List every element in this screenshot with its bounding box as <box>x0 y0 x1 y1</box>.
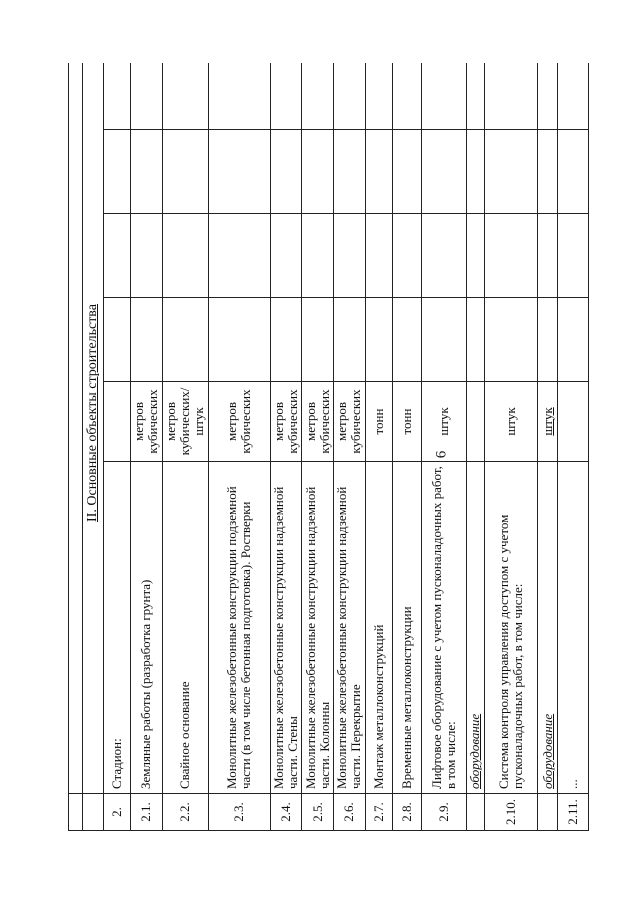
row-name: Лифтовое оборудование с учетом пусконаладочных работ, в том числе: <box>421 462 466 794</box>
row-unit <box>103 382 131 462</box>
row-number: 2.7. <box>365 794 393 831</box>
table-cell <box>393 298 422 382</box>
empty-top-row <box>69 63 83 831</box>
table-row <box>421 63 466 831</box>
row-name: Монолитные железобетонные конструкции надземной части. Колонны <box>302 462 334 794</box>
table-cell <box>103 298 131 382</box>
table-cell <box>270 298 302 382</box>
row-number: 2.1. <box>131 794 163 831</box>
row-unit: метров кубических <box>270 382 302 462</box>
table-cell <box>270 214 302 298</box>
row-unit: тонн <box>393 382 422 462</box>
table-cell <box>558 63 589 130</box>
table-cell <box>131 298 163 382</box>
table-cell <box>103 63 131 130</box>
table-cell <box>208 130 270 214</box>
table-cell <box>270 130 302 214</box>
table-cell <box>302 214 334 298</box>
row-number: 2.3. <box>208 794 270 831</box>
table-row <box>103 63 131 831</box>
row-name: Временные металлоконструкции <box>393 462 422 794</box>
table-cell <box>365 130 393 214</box>
row-name: ... <box>558 462 589 794</box>
section-title: II. Основные объекты строительства <box>83 63 103 794</box>
table-row <box>558 63 589 831</box>
table-cell <box>466 63 484 130</box>
table-cell <box>69 794 83 831</box>
rotated-table-area <box>68 63 589 831</box>
table-cell <box>302 130 334 214</box>
row-number: 2.11. <box>558 794 589 831</box>
table-cell <box>208 214 270 298</box>
table-row <box>162 63 208 831</box>
table-cell <box>466 298 484 382</box>
row-name: Свайное основание <box>162 462 208 794</box>
table-row <box>208 63 270 831</box>
table-row <box>131 63 163 831</box>
table-cell <box>302 63 334 130</box>
row-unit: тонн <box>365 382 393 462</box>
table-cell <box>208 63 270 130</box>
row-name: Монолитные железобетонные конструкции надземной части. Перекрытие <box>334 462 366 794</box>
row-number <box>466 794 484 831</box>
table-cell <box>558 214 589 298</box>
row-number: 2.5. <box>302 794 334 831</box>
page-number: 6 <box>433 450 450 459</box>
row-unit: метров кубических <box>208 382 270 462</box>
section-header-row <box>83 63 103 831</box>
table-cell <box>421 298 466 382</box>
table-cell <box>365 63 393 130</box>
table-cell <box>537 214 557 298</box>
row-number: 2.4. <box>270 794 302 831</box>
table-cell <box>162 298 208 382</box>
table-cell <box>466 130 484 214</box>
table-row <box>365 63 393 831</box>
table-cell <box>421 63 466 130</box>
table-cell <box>334 298 366 382</box>
row-unit: метров кубических <box>334 382 366 462</box>
table-cell <box>537 130 557 214</box>
row-name: Земляные работы (разработка грунта) <box>131 462 163 794</box>
table-cell <box>103 130 131 214</box>
table-row <box>334 63 366 831</box>
table-cell <box>208 298 270 382</box>
table-cell <box>484 63 537 130</box>
row-number: 2. <box>103 794 131 831</box>
row-unit <box>558 382 589 462</box>
table-cell <box>131 214 163 298</box>
table-cell <box>365 298 393 382</box>
table-row <box>537 63 557 831</box>
table-cell <box>484 214 537 298</box>
table-cell <box>365 214 393 298</box>
row-unit: метров кубических <box>131 382 163 462</box>
table-cell <box>131 63 163 130</box>
table-row <box>393 63 422 831</box>
table-cell <box>558 130 589 214</box>
row-unit: штук <box>537 382 557 462</box>
table-cell <box>484 298 537 382</box>
row-number: 2.9. <box>421 794 466 831</box>
table-cell <box>270 63 302 130</box>
row-number: 2.6. <box>334 794 366 831</box>
table-cell <box>537 63 557 130</box>
table-row <box>484 63 537 831</box>
row-number: 2.10. <box>484 794 537 831</box>
row-name: оборудование <box>466 462 484 794</box>
table-cell <box>537 298 557 382</box>
table-cell <box>69 63 83 794</box>
table-cell <box>302 298 334 382</box>
table-cell <box>421 214 466 298</box>
table-cell <box>334 63 366 130</box>
row-name: Монолитные железобетонные конструкции надземной части. Стены <box>270 462 302 794</box>
row-unit: метров кубических/ штук <box>162 382 208 462</box>
row-name: оборудование <box>537 462 557 794</box>
table-cell <box>393 214 422 298</box>
table-cell <box>393 130 422 214</box>
table-cell <box>421 130 466 214</box>
row-name: Монолитные железобетонные конструкции подземной части (в том числе бетонная подготовка). Ростверки <box>208 462 270 794</box>
row-number: 2.8. <box>393 794 422 831</box>
table-cell <box>334 130 366 214</box>
table-cell <box>466 214 484 298</box>
construction-table <box>68 63 589 831</box>
table-row <box>302 63 334 831</box>
row-unit <box>466 382 484 462</box>
row-unit: штук <box>421 382 466 462</box>
row-unit: метров кубических <box>302 382 334 462</box>
table-cell <box>103 214 131 298</box>
table-row <box>270 63 302 831</box>
table-cell <box>83 794 103 831</box>
row-number <box>537 794 557 831</box>
table-cell <box>131 130 163 214</box>
table-cell <box>393 63 422 130</box>
table-cell <box>162 130 208 214</box>
table-cell <box>558 298 589 382</box>
table-cell <box>162 63 208 130</box>
row-name: Стадион: <box>103 462 131 794</box>
row-number: 2.2. <box>162 794 208 831</box>
row-name: Система контроля управления доступом с учетом пусконаладочных работ, в том числе: <box>484 462 537 794</box>
table-cell <box>162 214 208 298</box>
table-row <box>466 63 484 831</box>
row-name: Монтаж металлоконструкций <box>365 462 393 794</box>
table-cell <box>484 130 537 214</box>
table-cell <box>334 214 366 298</box>
row-unit: штук <box>484 382 537 462</box>
